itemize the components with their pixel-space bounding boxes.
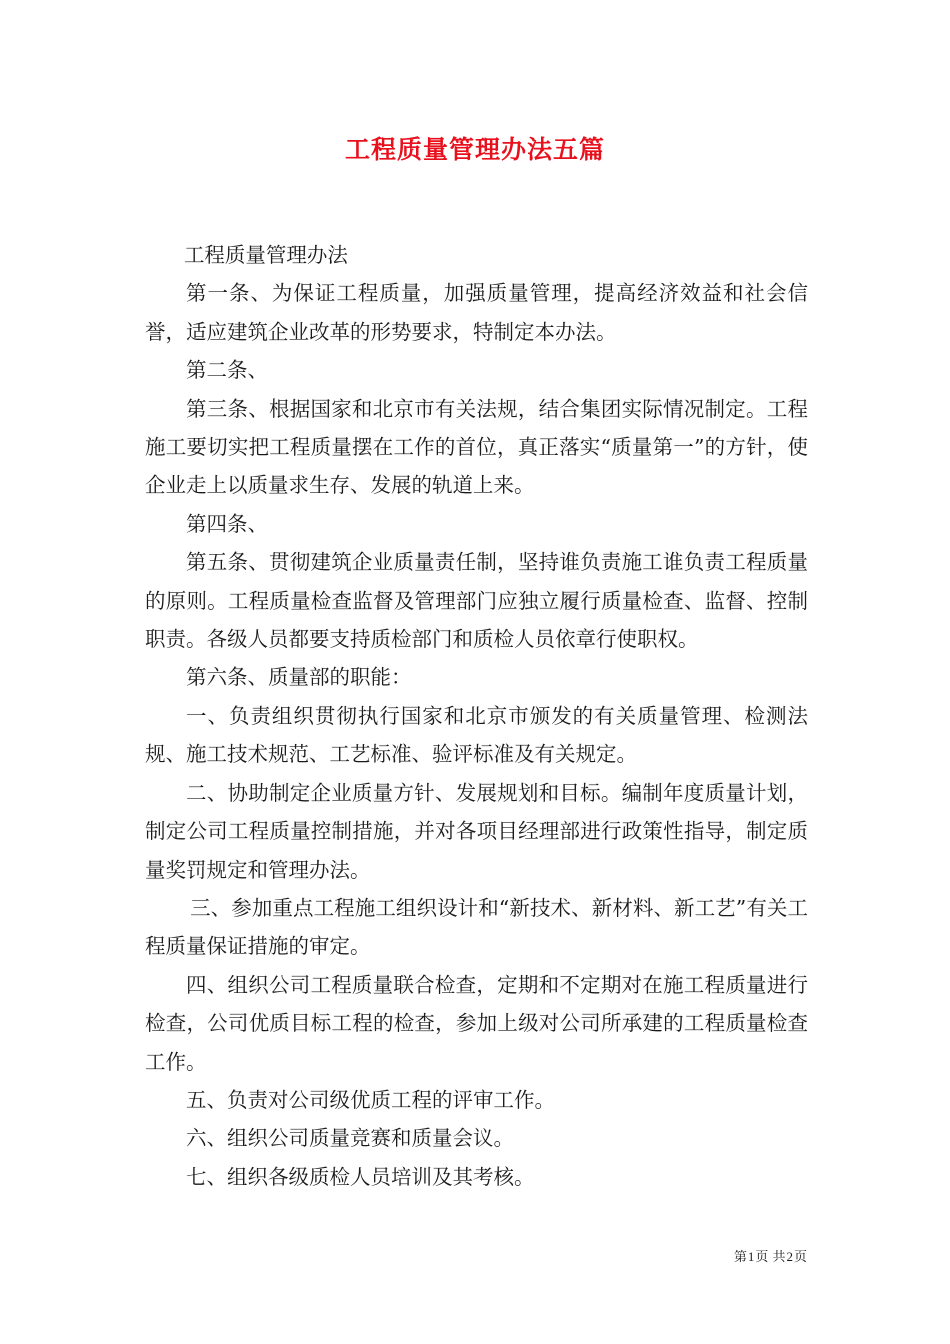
paragraph-item-1: 一、负责组织贯彻执行国家和北京市颁发的有关质量管理、检测法规、施工技术规范、工艺标准、验评标准及有关规定。 <box>145 703 808 767</box>
paragraph-item-5: 五、负责对公司级优质工程的评审工作。 <box>186 1087 555 1112</box>
paragraph-article-3: 第三条、根据国家和北京市有关法规，结合集团实际情况制定。工程施工要切实把工程质量摆在工作的首位，真正落实“质量第一”的方针，使企业走上以质量求生存、发展的轨道上来。 <box>145 396 808 498</box>
paragraph-article-4: 第四条、 <box>186 511 268 536</box>
document-body <box>145 236 808 1196</box>
footer-prefix: 第 <box>733 1250 747 1265</box>
paragraph-item-7: 七、组织各级质检人员培训及其考核。 <box>186 1164 535 1189</box>
paragraph-item-4: 四、组织公司工程质量联合检查，定期和不定期对在施工程质量进行检查，公司优质目标工程的检查，参加上级对公司所承建的工程质量检查工作。 <box>145 972 808 1074</box>
section-heading: 工程质量管理办法 <box>183 243 348 267</box>
current-page-number: 1 <box>747 1249 755 1264</box>
paragraph-article-5: 第五条、贯彻建筑企业质量责任制，坚持谁负责施工谁负责工程质量的原则。工程质量检查监督及管理部门应独立履行质量检查、监督、控制职责。各级人员都要支持质检部门和质检人员依章行使职权。 <box>145 550 808 652</box>
paragraph-item-3: 三、参加重点工程施工组织设计和“新技术、新材料、新工艺”有关工程质量保证措施的审定。 <box>145 895 808 959</box>
footer-middle: 页 共 <box>755 1250 786 1265</box>
paragraph-item-6: 六、组织公司质量竞赛和质量会议。 <box>186 1126 514 1151</box>
total-pages-number: 2 <box>786 1249 793 1264</box>
paragraph-article-6: 第六条、质量部的职能： <box>186 665 412 690</box>
paragraph-article-2: 第二条、 <box>186 358 268 383</box>
paragraph-item-2: 二、协助制定企业质量方针、发展规划和目标。编制年度质量计划，制定公司工程质量控制措施，并对各项目经理部进行政策性指导，制定质量奖罚规定和管理办法。 <box>145 780 808 882</box>
document-title: 工程质量管理办法五篇 <box>344 135 605 164</box>
page-number-footer <box>734 1248 807 1267</box>
paragraph-article-1: 第一条、为保证工程质量，加强质量管理，提高经济效益和社会信誉，适应建筑企业改革的形势要求，特制定本办法。 <box>145 281 808 344</box>
footer-suffix: 页 <box>793 1250 807 1265</box>
